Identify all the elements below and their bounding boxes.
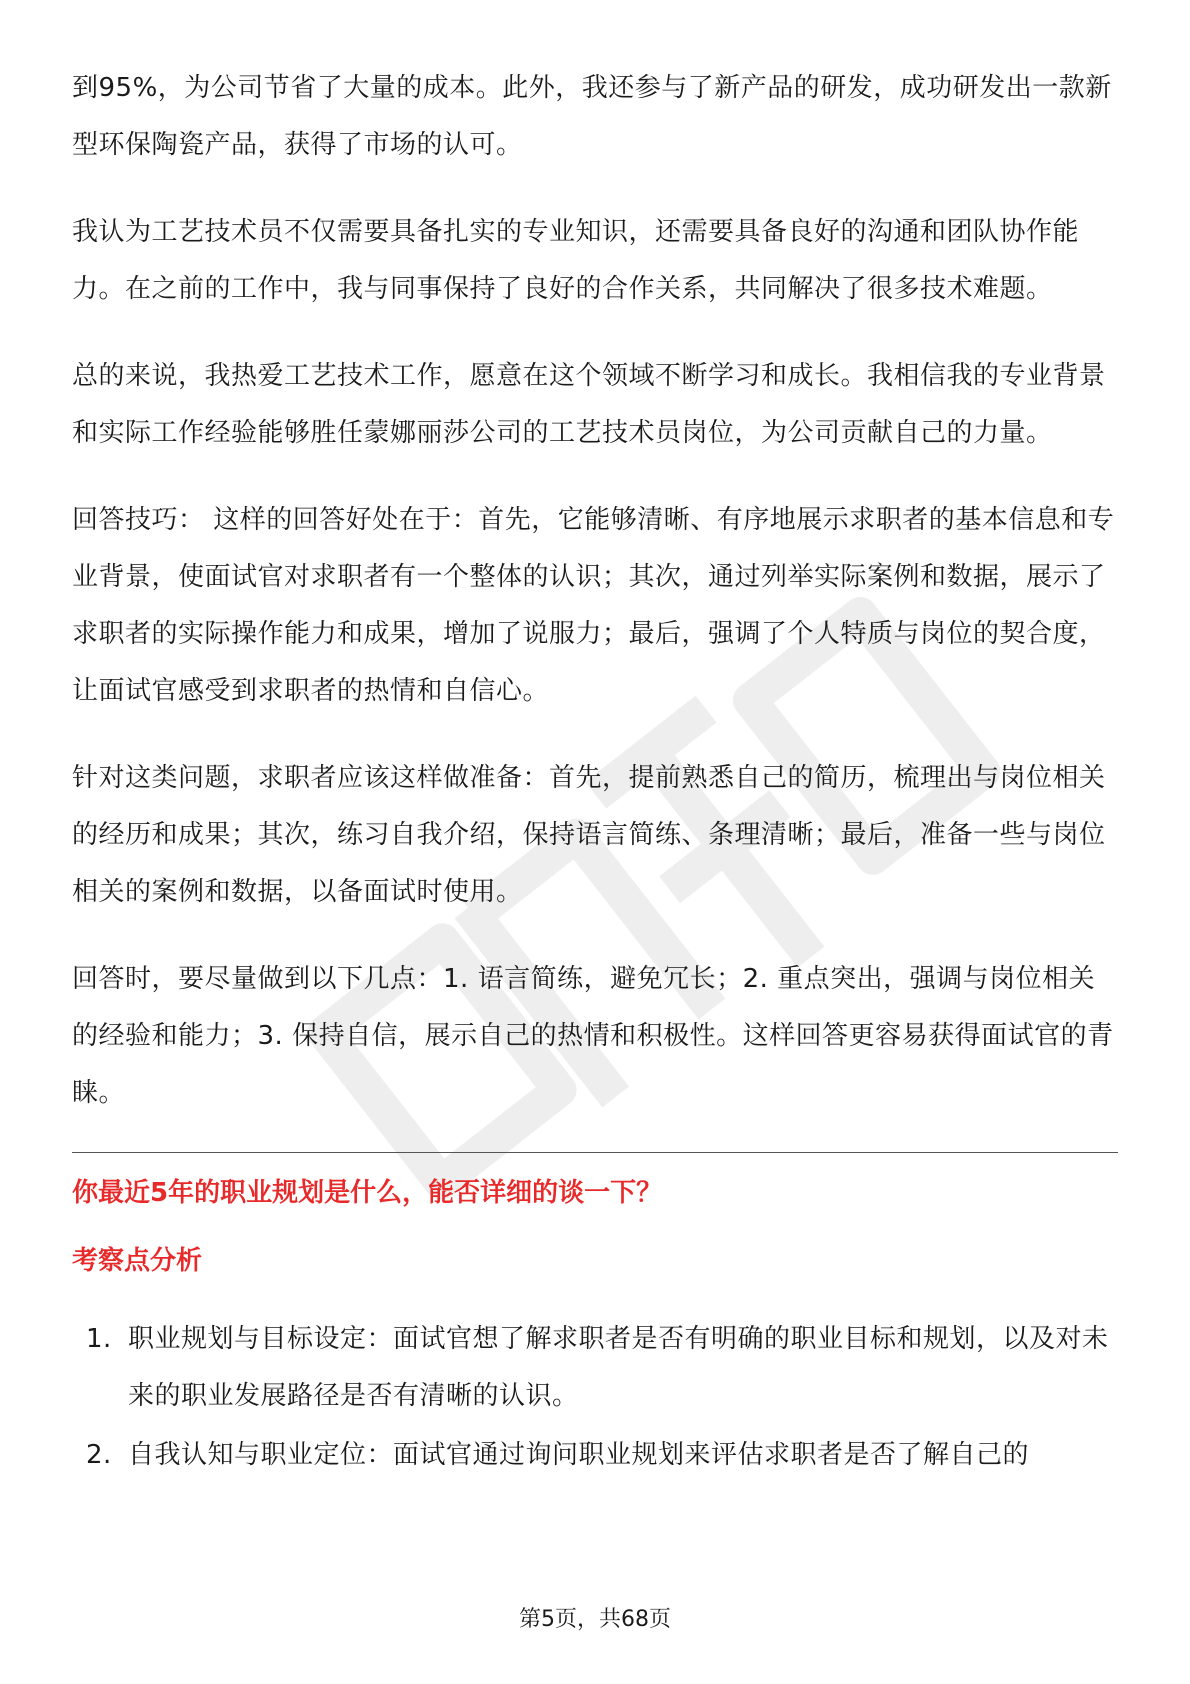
paragraph-answer-points: 回答时，要尽量做到以下几点：1. 语言简练，避免冗长；2. 重点突出，强调与岗位相关的经验和能力；3. 保持自信，展示自己的热情和积极性。这样回答更容易获得面试官的青睐。 — [72, 964, 1114, 1108]
list-item-number: 1. — [86, 1324, 112, 1354]
list-item-text: 自我认知与职业定位：面试官通过询问职业规划来评估求职者是否了解自己的 — [128, 1440, 1030, 1470]
list-item — [72, 1311, 1118, 1425]
paragraph-2: 我认为工艺技术员不仅需要具备扎实的专业知识，还需要具备良好的沟通和团队协作能力。在之前的工作中，我与同事保持了良好的合作关系，共同解决了很多技术难题。 — [72, 217, 1080, 304]
section-divider — [72, 1152, 1118, 1153]
analysis-list — [72, 1311, 1118, 1484]
list-item-number: 2. — [86, 1440, 112, 1470]
list-item-text: 职业规划与目标设定：面试官想了解求职者是否有明确的职业目标和规划，以及对未来的职业发展路径是否有清晰的认识。 — [128, 1324, 1109, 1411]
paragraph-3: 总的来说，我热爱工艺技术工作，愿意在这个领域不断学习和成长。我相信我的专业背景和实际工作经验能够胜任蒙娜丽莎公司的工艺技术员岗位，为公司贡献自己的力量。 — [72, 361, 1106, 448]
document-page — [72, 60, 1118, 1486]
paragraph-preparation: 针对这类问题，求职者应该这样做准备：首先，提前熟悉自己的简历，梳理出与岗位相关的经历和成果；其次，练习自我介绍，保持语言简练、条理清晰；最后，准备一些与岗位相关的案例和数据，以备面试时使用。 — [72, 763, 1106, 907]
page-number-footer: 第5页，共68页 — [519, 1607, 671, 1632]
section-title: 考察点分析 — [72, 1246, 203, 1276]
paragraph-1: 到95%，为公司节省了大量的成本。此外，我还参与了新产品的研发，成功研发出一款新型环保陶瓷产品，获得了市场的认可。 — [72, 73, 1112, 160]
paragraph-answer-tips: 回答技巧： 这样的回答好处在于：首先，它能够清晰、有序地展示求职者的基本信息和专业背景，使面试官对求职者有一个整体的认识；其次，通过列举实际案例和数据，展示了求职者的实际操作能力和成果，增加了说服力；最后，强调了个人特质与岗位的契合度，让面试官感受到求职者的热情和自信心。 — [72, 505, 1115, 706]
interview-question: 你最近5年的职业规划是什么，能否详细的谈一下？ — [72, 1178, 663, 1208]
list-item — [72, 1427, 1118, 1484]
